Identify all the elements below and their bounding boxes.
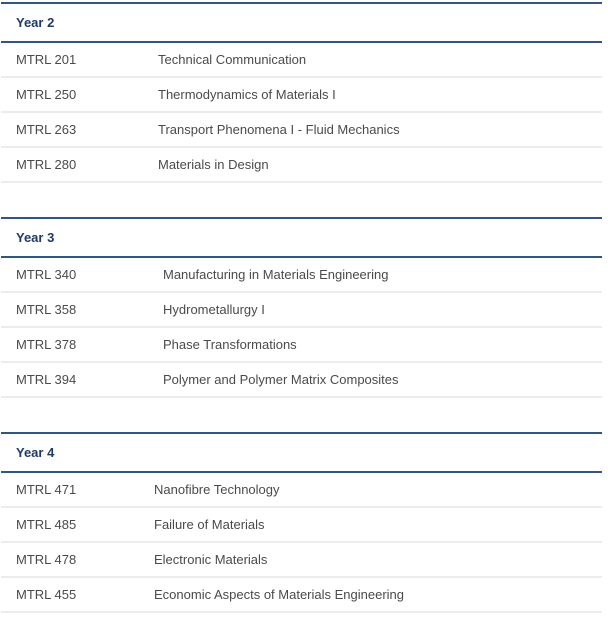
course-name-cell: Polymer and Polymer Matrix Composites bbox=[148, 362, 602, 397]
year-heading: Year 2 bbox=[1, 3, 602, 42]
table-row bbox=[1, 507, 602, 542]
course-code-cell: MTRL 250 bbox=[1, 77, 143, 112]
course-code-cell: MTRL 394 bbox=[1, 362, 148, 397]
course-code-cell: MTRL 280 bbox=[1, 147, 143, 182]
year-heading: Year 4 bbox=[1, 433, 602, 472]
table-row bbox=[1, 362, 602, 397]
course-table-year-2 bbox=[1, 2, 602, 183]
course-name-cell: Economic Aspects of Materials Engineering bbox=[139, 577, 602, 612]
course-name-cell: Nanofibre Technology bbox=[139, 472, 602, 507]
table-header-row bbox=[1, 3, 602, 42]
table-row bbox=[1, 77, 602, 112]
course-name-cell: Manufacturing in Materials Engineering bbox=[148, 257, 602, 292]
table-row bbox=[1, 42, 602, 77]
course-code-cell: MTRL 455 bbox=[1, 577, 139, 612]
table-row bbox=[1, 577, 602, 612]
course-name-cell: Electronic Materials bbox=[139, 542, 602, 577]
table-row bbox=[1, 257, 602, 292]
table-row bbox=[1, 472, 602, 507]
course-table-year-3 bbox=[1, 217, 602, 398]
table-row bbox=[1, 327, 602, 362]
table-row bbox=[1, 542, 602, 577]
course-code-cell: MTRL 378 bbox=[1, 327, 148, 362]
course-code-cell: MTRL 485 bbox=[1, 507, 139, 542]
course-code-cell: MTRL 478 bbox=[1, 542, 139, 577]
course-code-cell: MTRL 340 bbox=[1, 257, 148, 292]
table-header-row bbox=[1, 218, 602, 257]
course-table-year-4 bbox=[1, 432, 602, 613]
course-code-cell: MTRL 201 bbox=[1, 42, 143, 77]
course-name-cell: Technical Communication bbox=[143, 42, 602, 77]
table-row bbox=[1, 112, 602, 147]
table-row bbox=[1, 147, 602, 182]
course-name-cell: Phase Transformations bbox=[148, 327, 602, 362]
course-name-cell: Materials in Design bbox=[143, 147, 602, 182]
table-header-row bbox=[1, 433, 602, 472]
course-name-cell: Transport Phenomena I - Fluid Mechanics bbox=[143, 112, 602, 147]
course-name-cell: Hydrometallurgy I bbox=[148, 292, 602, 327]
course-code-cell: MTRL 358 bbox=[1, 292, 148, 327]
course-code-cell: MTRL 263 bbox=[1, 112, 143, 147]
course-name-cell: Thermodynamics of Materials I bbox=[143, 77, 602, 112]
table-row bbox=[1, 292, 602, 327]
course-name-cell: Failure of Materials bbox=[139, 507, 602, 542]
year-heading: Year 3 bbox=[1, 218, 602, 257]
course-code-cell: MTRL 471 bbox=[1, 472, 139, 507]
